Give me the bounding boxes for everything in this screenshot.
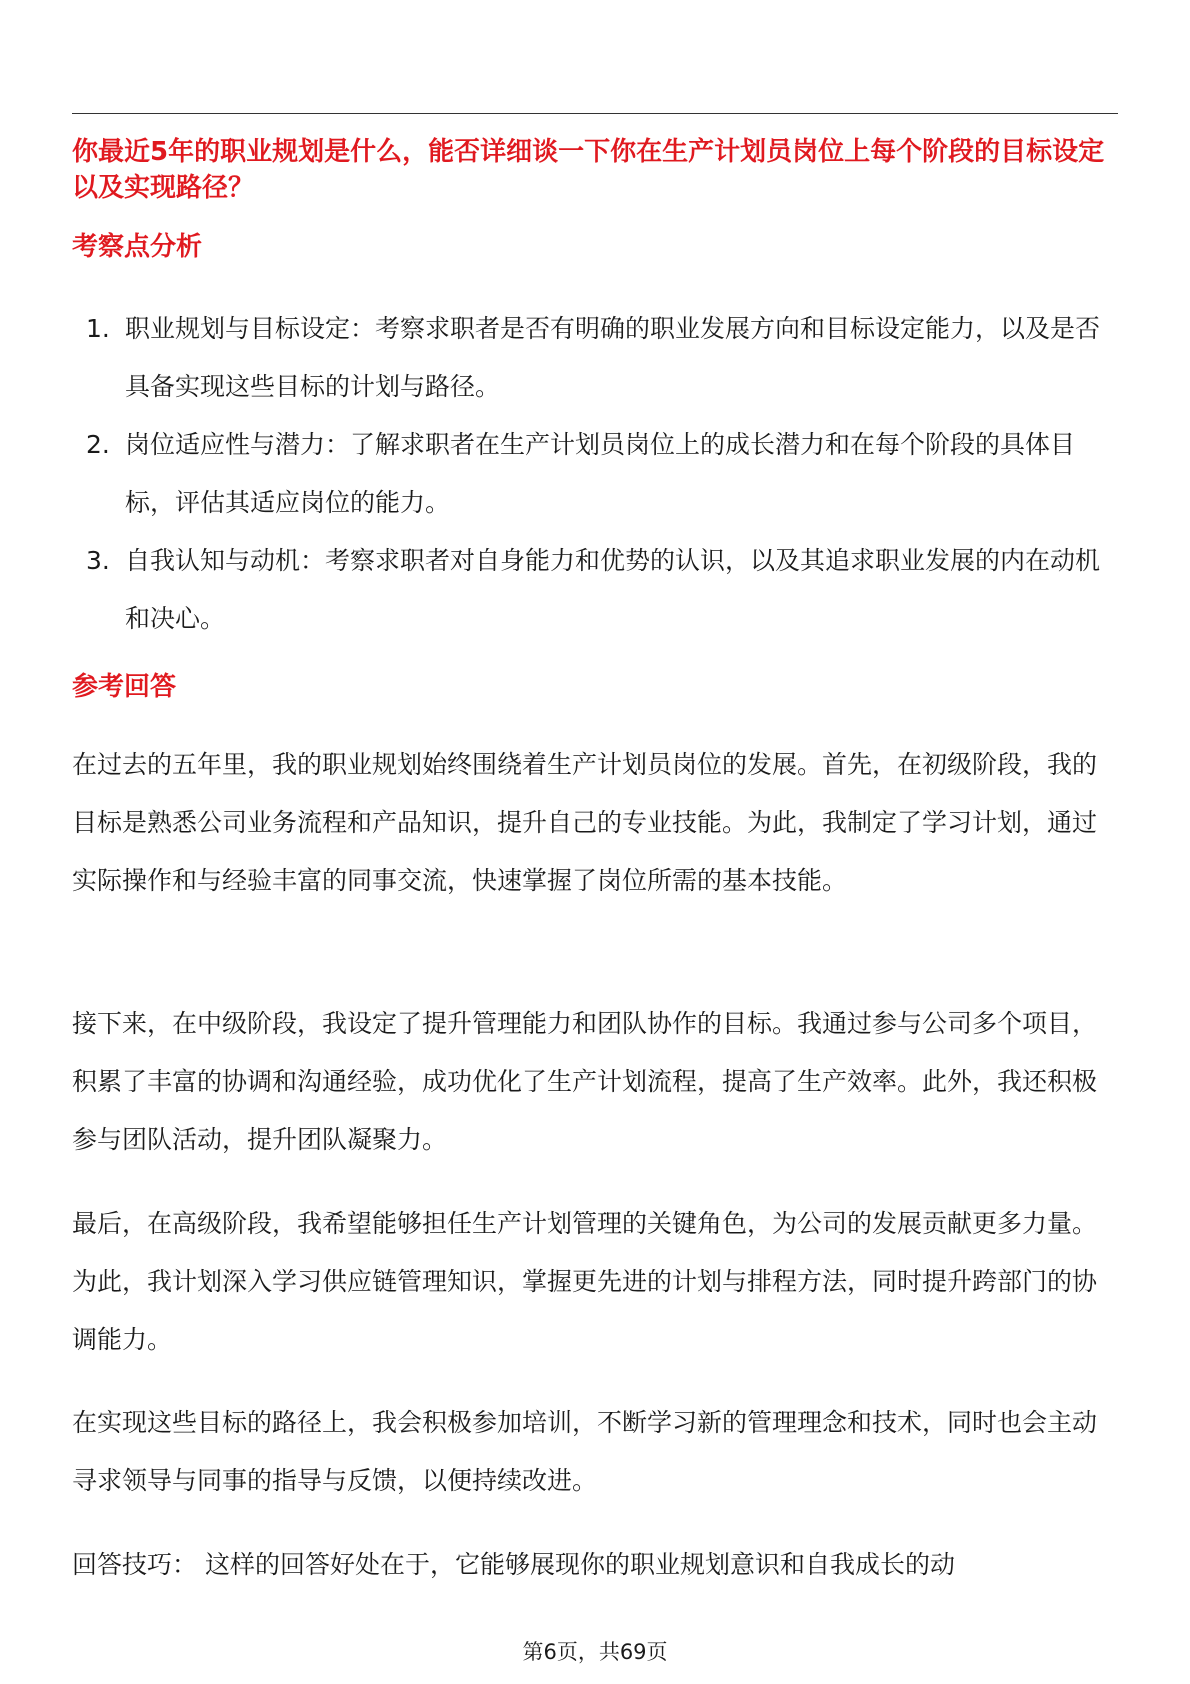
- page-number: 第6页，共69页: [522, 1640, 668, 1664]
- point-text: 岗位适应性与潜力：了解求职者在生产计划员岗位上的成长潜力和在每个阶段的具体目标，评估其适应岗位的能力。: [125, 430, 1076, 517]
- answer-paragraph: 最后，在高级阶段，我希望能够担任生产计划管理的关键角色，为公司的发展贡献更多力量。为此，我计划深入学习供应链管理知识，掌握更先进的计划与排程方法，同时提升跨部门的协调能力。: [72, 1209, 1098, 1354]
- answer-heading: 参考回答: [72, 672, 177, 702]
- question-title: 你最近5年的职业规划是什么，能否详细谈一下你在生产计划员岗位上每个阶段的目标设定以及实现路径？: [72, 137, 1105, 203]
- analysis-point: [72, 416, 1112, 532]
- answer-tip-paragraph: 回答技巧： 这样的回答好处在于，它能够展现你的职业规划意识和自我成长的动: [72, 1550, 955, 1579]
- point-number: 1.: [86, 314, 110, 343]
- answer-paragraph: 在过去的五年里，我的职业规划始终围绕着生产计划员岗位的发展。首先，在初级阶段，我的目标是熟悉公司业务流程和产品知识，提升自己的专业技能。为此，我制定了学习计划，通过实际操作和与经验丰富的同事交流，快速掌握了岗位所需的基本技能。: [72, 750, 1098, 895]
- header-divider: [72, 113, 1118, 114]
- analysis-heading: 考察点分析: [72, 232, 203, 262]
- answer-paragraph: 接下来，在中级阶段，我设定了提升管理能力和团队协作的目标。我通过参与公司多个项目，积累了丰富的协调和沟通经验，成功优化了生产计划流程，提高了生产效率。此外，我还积极参与团队活动，提升团队凝聚力。: [72, 1009, 1098, 1154]
- answer-paragraph: 在实现这些目标的路径上，我会积极参加培训，不断学习新的管理理念和技术，同时也会主动寻求领导与同事的指导与反馈，以便持续改进。: [72, 1408, 1098, 1495]
- point-number: 3.: [86, 546, 110, 575]
- point-number: 2.: [86, 430, 110, 459]
- analysis-point: [72, 532, 1112, 648]
- point-text: 职业规划与目标设定：考察求职者是否有明确的职业发展方向和目标设定能力，以及是否具备实现这些目标的计划与路径。: [125, 314, 1101, 401]
- analysis-points-list: [72, 300, 1112, 648]
- point-text: 自我认知与动机：考察求职者对自身能力和优势的认识，以及其追求职业发展的内在动机和决心。: [125, 546, 1101, 633]
- analysis-point: [72, 300, 1112, 416]
